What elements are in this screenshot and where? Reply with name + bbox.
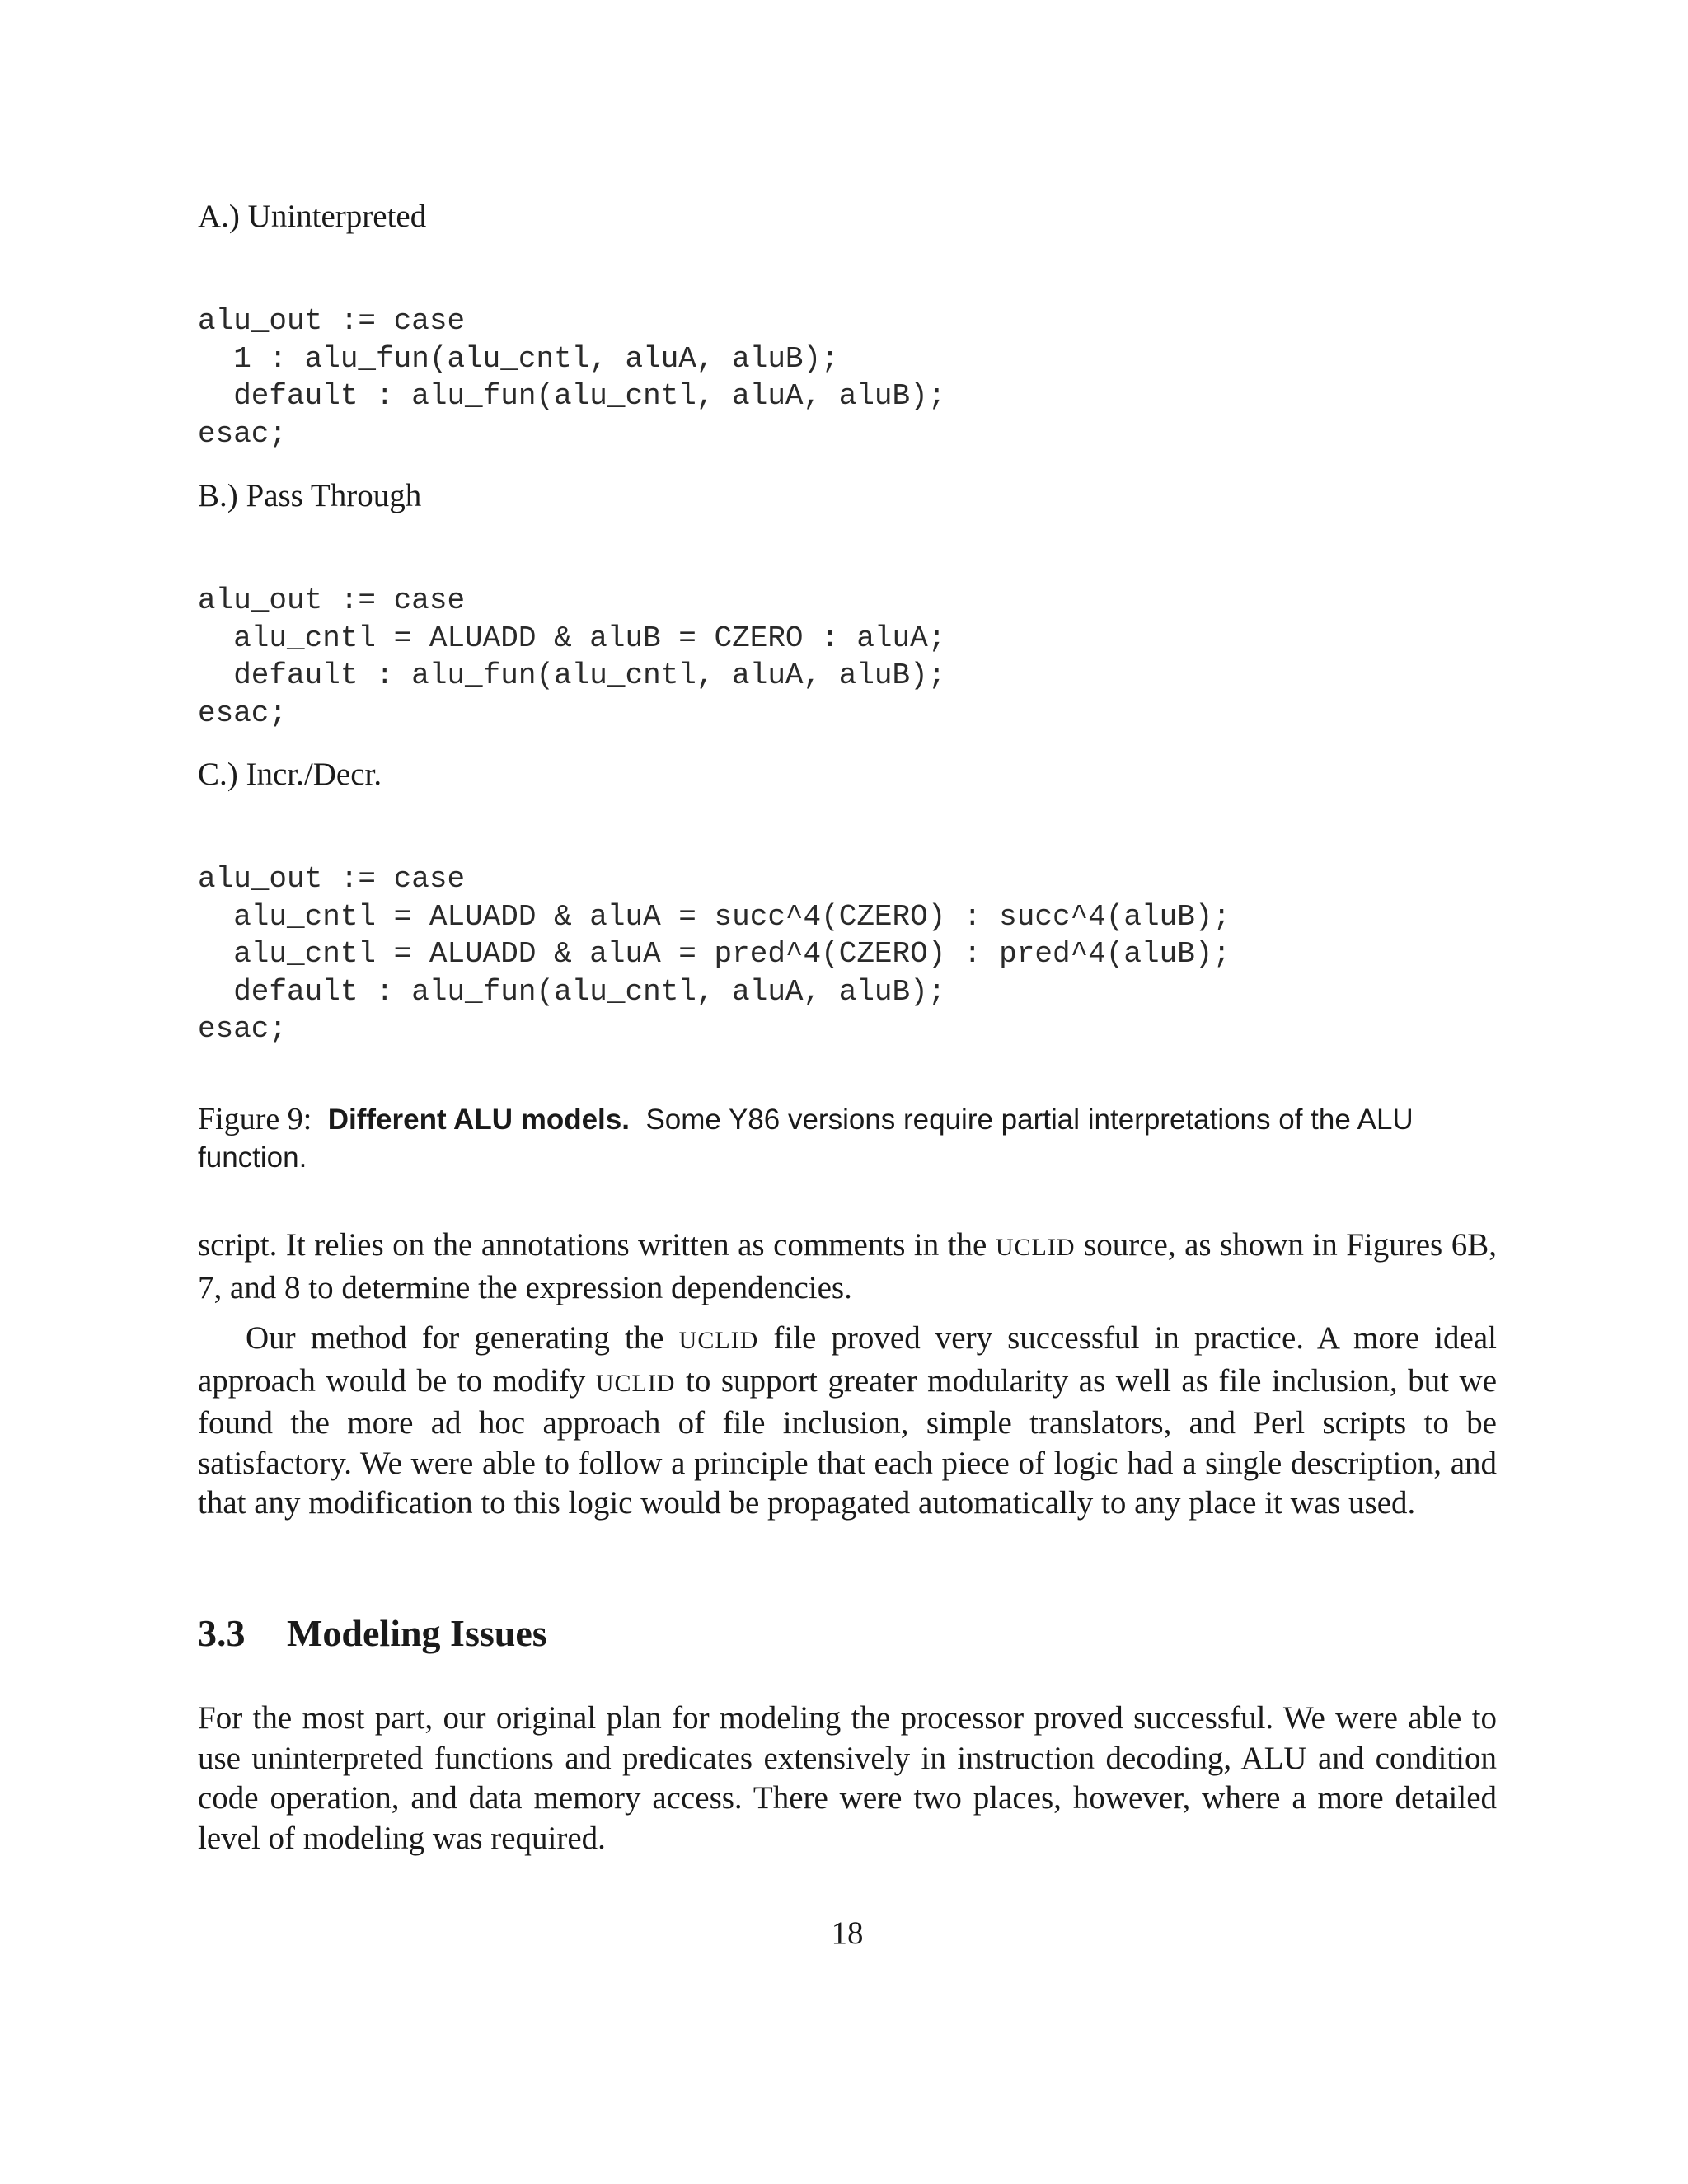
paragraph-text: script. It relies on the annotations written as comments in the — [198, 1227, 996, 1263]
code-line: default : alu_fun(alu_cntl, aluA, aluB); — [198, 658, 946, 692]
figure-title: Different ALU models. — [327, 1104, 630, 1136]
paragraph-3: For the most part, our original plan for modeling the processor proved successful. We were able to use uninterpreted functions and predicates extensively in instruction decoding, ALU and condition code operation, and data memory access. There were two places, however, where a more detailed level of modeling was required. — [198, 1700, 1497, 1856]
code-line: default : alu_fun(alu_cntl, aluA, aluB); — [198, 974, 946, 1009]
paragraph-text: source, as shown in Figures 6B, 7, and 8 to determine the expression dependencies. — [198, 1227, 1497, 1305]
model-a-label: A.) Uninterpreted — [198, 199, 427, 234]
code-line: 1 : alu_fun(alu_cntl, aluA, aluB); — [198, 341, 839, 376]
section-number: 3.3 — [198, 1612, 246, 1654]
figure-label: Figure 9: — [198, 1102, 312, 1137]
code-line: alu_out := case — [198, 862, 466, 896]
figure-caption — [198, 1100, 1497, 1177]
code-line: esac; — [198, 416, 288, 451]
code-line: alu_out := case — [198, 583, 466, 617]
code-line: alu_cntl = ALUADD & aluA = succ^4(CZERO) : succ^4(aluB); — [198, 899, 1231, 934]
model-c-label: C.) Incr./Decr. — [198, 757, 382, 792]
figure-caption-text: Some Y86 versions require partial interpretations of the ALU function. — [198, 1104, 1414, 1174]
paragraph-1 — [198, 1226, 1497, 1308]
paragraph-text: file proved very successful in practice. A more ideal approach would be to modify — [198, 1320, 1497, 1399]
uclid-smallcaps: UCLID — [995, 1234, 1076, 1261]
paragraph-2 — [198, 1319, 1497, 1524]
uclid-smallcaps: UCLID — [595, 1369, 676, 1397]
model-c-code — [198, 860, 1231, 1048]
model-a-code — [198, 302, 945, 452]
code-line: esac; — [198, 1012, 288, 1046]
code-line: alu_cntl = ALUADD & aluB = CZERO : aluA; — [198, 621, 946, 655]
uclid-smallcaps: UCLID — [678, 1327, 759, 1354]
code-line: default : alu_fun(alu_cntl, aluA, aluB); — [198, 379, 946, 413]
model-b-label: B.) Pass Through — [198, 478, 422, 513]
section-title: Modeling Issues — [287, 1612, 547, 1654]
model-b-code — [198, 582, 945, 732]
code-line: alu_cntl = ALUADD & aluA = pred^4(CZERO) : pred^4(aluB); — [198, 937, 1231, 971]
section-heading — [198, 1610, 547, 1657]
document-page — [198, 0, 1497, 2184]
page-number: 18 — [831, 1915, 864, 1951]
paragraph-text: to support greater modularity as well as file inclusion, but we found the more ad hoc approach of file inclusion, simple translators, and Perl scripts to be satisfactory. We were able to follow a principle that each piece of logic had a single description, and that any modification to this logic would be propagated automatically to any place it was used. — [198, 1362, 1497, 1521]
code-line: alu_out := case — [198, 304, 466, 338]
code-line: esac; — [198, 696, 288, 730]
paragraph-text: Our method for generating the — [246, 1320, 679, 1356]
